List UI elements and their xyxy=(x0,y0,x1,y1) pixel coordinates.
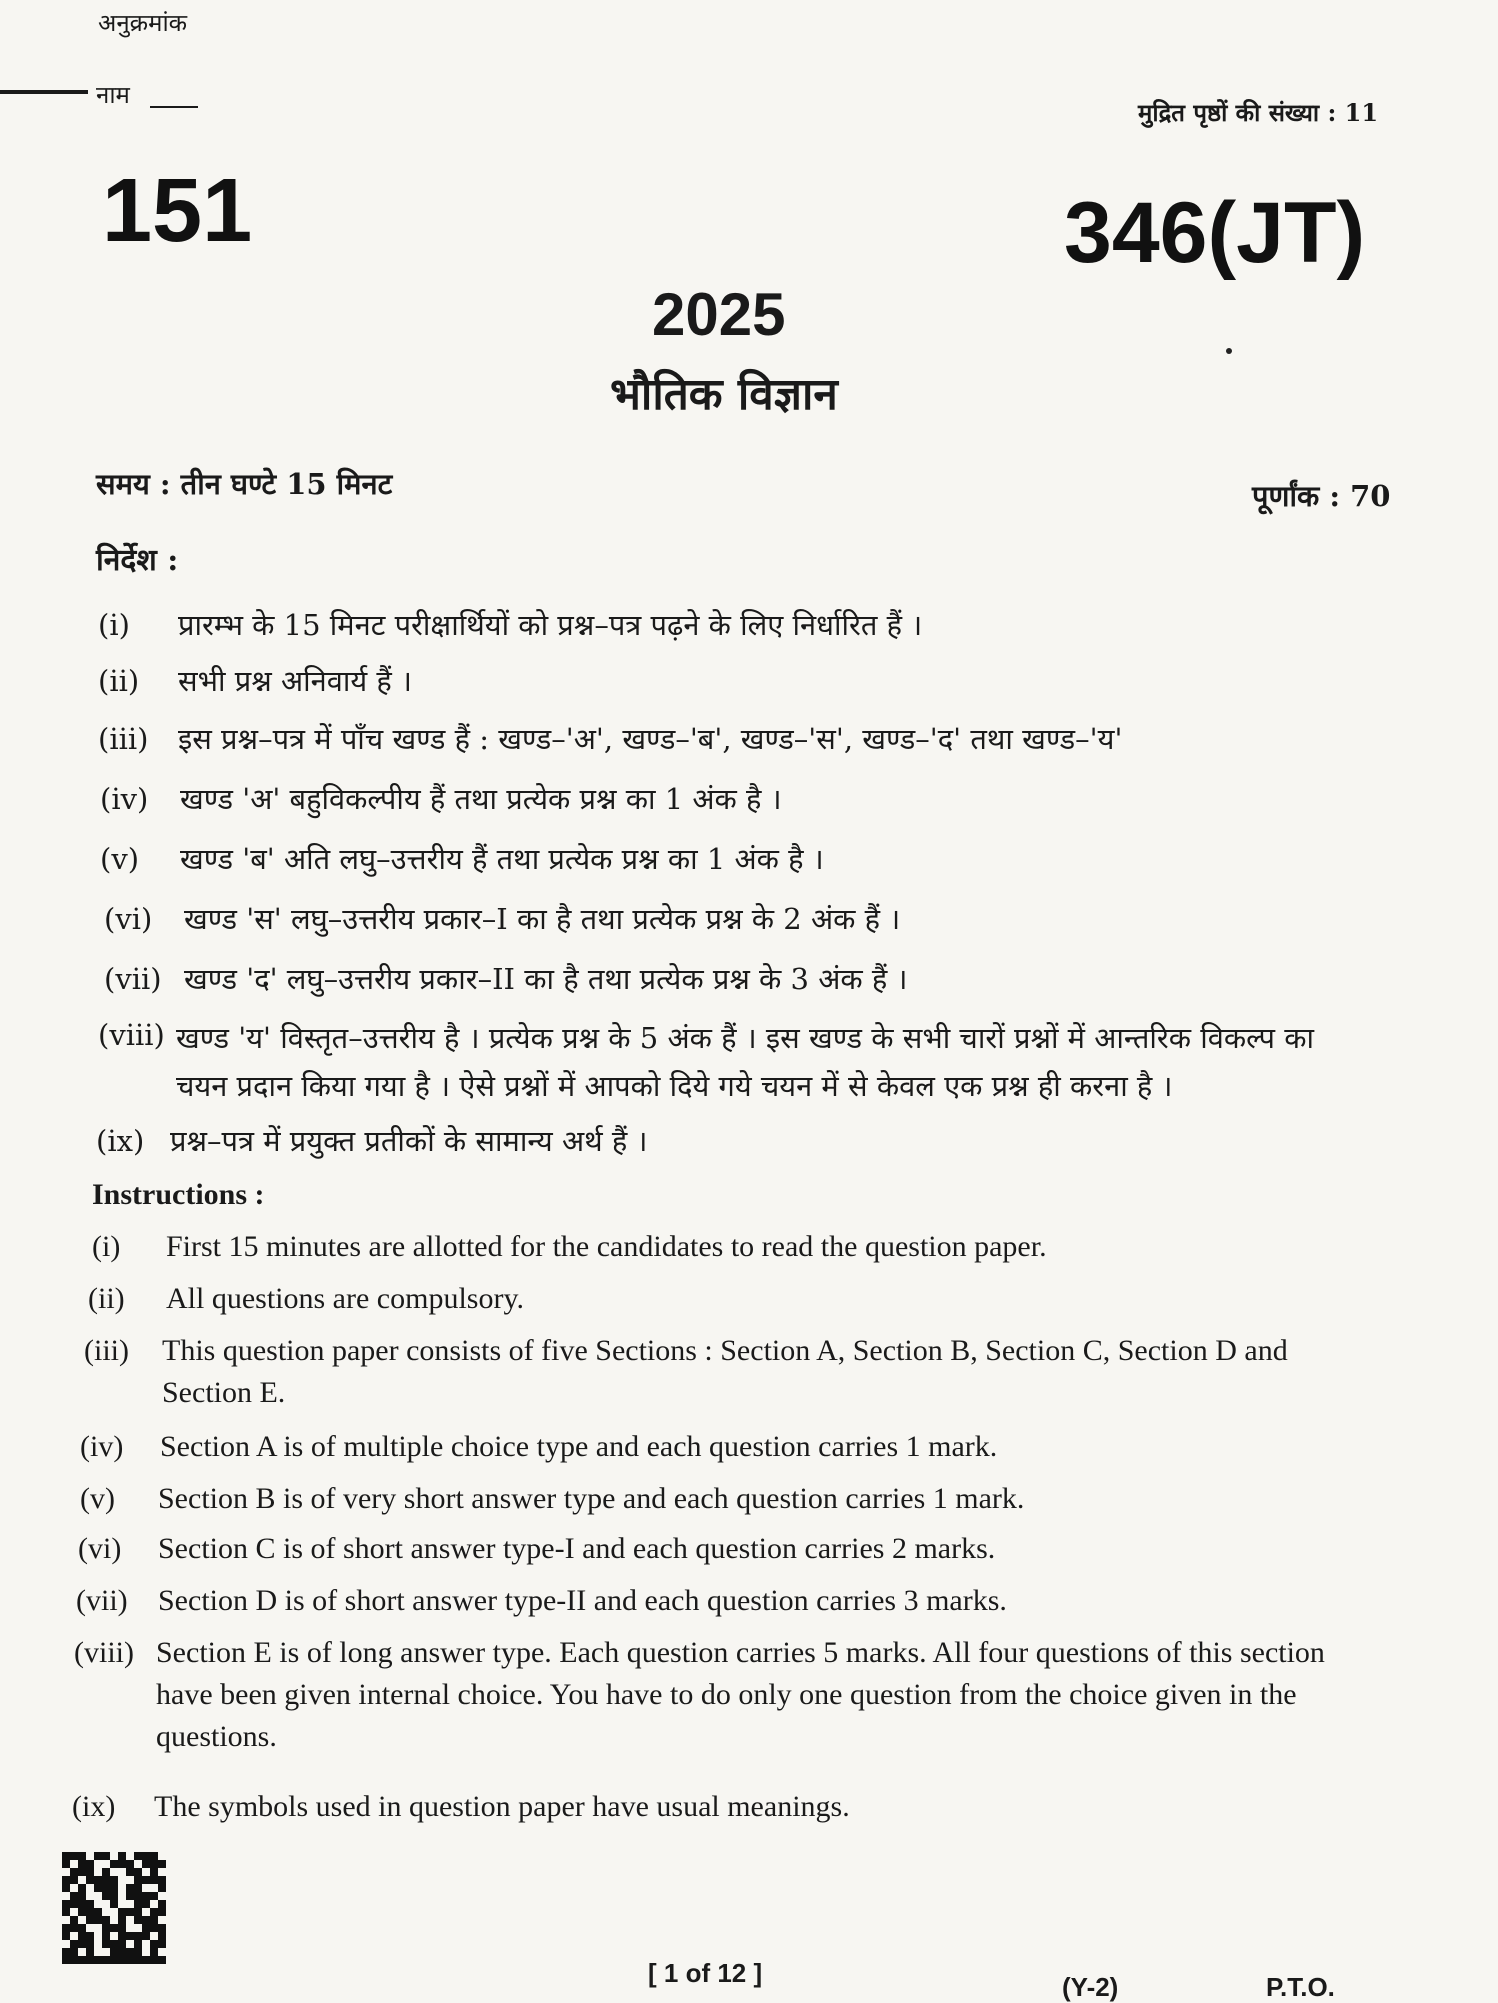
paper-code-right: 346(JT) xyxy=(1064,185,1366,281)
item-number: (iii) xyxy=(84,1334,129,1367)
item-number: (viii) xyxy=(98,1018,165,1052)
please-turn-over: P.T.O. xyxy=(1266,1972,1335,2002)
item-number: (ix) xyxy=(96,1124,145,1158)
name-blank-line xyxy=(150,106,198,108)
item-number: (ii) xyxy=(98,664,140,698)
series-code: (Y-2) xyxy=(1062,1972,1119,2002)
item-number: (iii) xyxy=(98,722,149,756)
item-number: (ii) xyxy=(88,1282,125,1315)
item-text: सभी प्रश्न अनिवार्य हैं । xyxy=(178,664,412,698)
item-number: (i) xyxy=(92,1230,121,1263)
item-text: The symbols used in question paper have usual meanings. xyxy=(154,1790,850,1823)
item-text: प्रारम्भ के 15 मिनट परीक्षार्थियों को प्रश्न–पत्र पढ़ने के लिए निर्धारित हैं । xyxy=(178,608,923,642)
item-text: All questions are compulsory. xyxy=(166,1282,524,1315)
qr-code-icon xyxy=(62,1852,166,1964)
item-text: First 15 minutes are allotted for the candidates to read the question paper. xyxy=(166,1230,1047,1263)
item-number: (vi) xyxy=(78,1532,122,1565)
page-indicator: [ 1 of 12 ] xyxy=(648,1958,763,1988)
item-number: (v) xyxy=(80,1482,115,1515)
item-number: (iv) xyxy=(100,782,149,816)
item-text: Section D is of short answer type-II and each question carries 3 marks. xyxy=(158,1584,1007,1617)
item-text: खण्ड 'द' लघु–उत्तरीय प्रकार–II का है तथा प्रत्येक प्रश्न के 3 अंक हैं । xyxy=(184,962,908,996)
item-text: प्रश्न–पत्र में प्रयुक्त प्रतीकों के सामान्य अर्थ हैं । xyxy=(170,1124,648,1158)
hindi-instructions-heading: निर्देश : xyxy=(96,543,179,578)
item-number: (v) xyxy=(100,842,140,876)
item-number: (vi) xyxy=(104,902,153,936)
item-number: (viii) xyxy=(74,1636,134,1669)
roll-number-label: अनुक्रमांक xyxy=(98,9,188,37)
item-text: Section E is of long answer type. Each question carries 5 marks. All four questions of this section have been given internal choice. You have to do only one question from the choice given in the questions. xyxy=(156,1636,1325,1753)
time-allowed: समय : तीन घण्टे 15 मिनट xyxy=(96,467,393,501)
item-text: Section C is of short answer type-I and each question carries 2 marks. xyxy=(158,1532,996,1565)
exam-year: 2025 xyxy=(652,281,786,348)
margin-line xyxy=(0,90,88,94)
item-number: (vii) xyxy=(104,962,162,996)
item-text: खण्ड 'स' लघु–उत्तरीय प्रकार–I का है तथा प्रत्येक प्रश्न के 2 अंक हैं । xyxy=(184,902,901,936)
ink-dot xyxy=(1226,348,1232,354)
item-text: This question paper consists of five Sections : Section A, Section B, Section C, Section D and Section E. xyxy=(162,1334,1288,1409)
item-number: (iv) xyxy=(80,1430,124,1463)
item-text: खण्ड 'अ' बहुविकल्पीय हैं तथा प्रत्येक प्रश्न का 1 अंक है । xyxy=(180,782,782,816)
paper-code-left: 151 xyxy=(102,161,253,261)
item-text: खण्ड 'य' विस्तृत–उत्तरीय है । प्रत्येक प्रश्न के 5 अंक हैं । इस खण्ड के सभी चारों प्रश्नों में आन्तरिक विकल्प का चयन प्रदान किया गया है । ऐसे प्रश्नों में आपको दिये गये चयन में से केवल एक प्रश्न ही करना है । xyxy=(176,1021,1315,1103)
item-text: इस प्रश्न–पत्र में पाँच खण्ड हैं : खण्ड–'अ', खण्ड–'ब', खण्ड–'स', खण्ड–'द' तथा खण्ड–'य' xyxy=(178,722,1123,756)
item-number: (vii) xyxy=(76,1584,128,1617)
maximum-marks: पूर्णांक : 70 xyxy=(1252,479,1391,513)
item-number: (i) xyxy=(98,608,130,642)
item-text: खण्ड 'ब' अति लघु–उत्तरीय हैं तथा प्रत्येक प्रश्न का 1 अंक है । xyxy=(180,842,824,876)
item-text: Section A is of multiple choice type and each question carries 1 mark. xyxy=(160,1430,998,1463)
english-instructions-heading: Instructions : xyxy=(92,1178,265,1211)
printed-pages-count: मुद्रित पृष्ठों की संख्या : 11 xyxy=(1138,98,1379,127)
name-label: नाम xyxy=(96,81,130,109)
item-text: Section B is of very short answer type and each question carries 1 mark. xyxy=(158,1482,1025,1515)
subject-title: भौतिक विज्ञान xyxy=(610,369,838,420)
item-number: (ix) xyxy=(72,1790,116,1823)
